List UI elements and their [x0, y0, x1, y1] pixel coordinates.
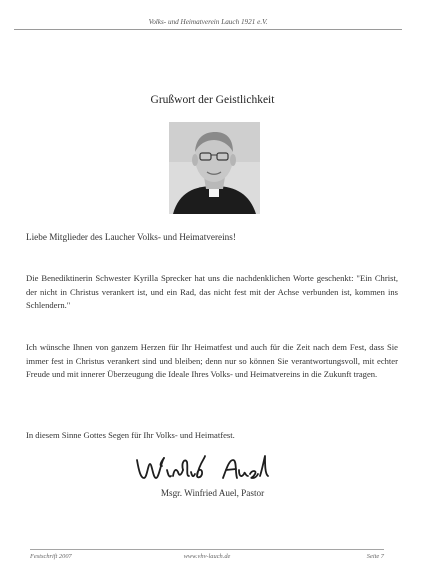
page-title: Grußwort der Geistlichkeit	[150, 94, 275, 106]
quote-paragraph: Die Benediktinerin Schwester Kyrilla Sprecker hat uns die nachdenklichen Worte geschenkt: "Ein Christ, der nicht in Christus verankert ist, und ein Rad, das nicht fest mit der Achse verbunden ist, kommen ins Schlendern."	[26, 273, 398, 311]
salutation: Liebe Mitglieder des Laucher Volks- und Heimatvereins!	[26, 232, 236, 242]
handwritten-signature	[131, 452, 281, 484]
blessing-paragraph: In diesem Sinne Gottes Segen für Ihr Volks- und Heimatfest.	[26, 430, 235, 440]
footer-website: www.vhv-lauch.de	[183, 553, 231, 560]
portrait-illustration	[169, 122, 260, 214]
page-footer	[30, 549, 384, 560]
footer-publication: Festschrift 2007	[30, 553, 72, 560]
page-header: Volks- und Heimatverein Lauch 1921 e.V.	[14, 18, 402, 30]
footer-page-number: Seite 7	[366, 553, 384, 560]
portrait-photo	[169, 122, 260, 214]
signature-graphic	[131, 452, 281, 484]
signer-name: Msgr. Winfried Auel, Pastor	[160, 488, 265, 498]
wish-paragraph: Ich wünsche Ihnen von ganzem Herzen für Ihr Heimatfest und auch für die Zeit nach dem Fest, dass Sie immer fest in Christus verankert sind und bleiben; denn nur so können Sie verantwortungsvoll, mit echter Freude und mit innerer Überzeugung die Ideale Ihres Volks- und Heimatvereins in die Zukunft tragen.	[26, 342, 398, 380]
